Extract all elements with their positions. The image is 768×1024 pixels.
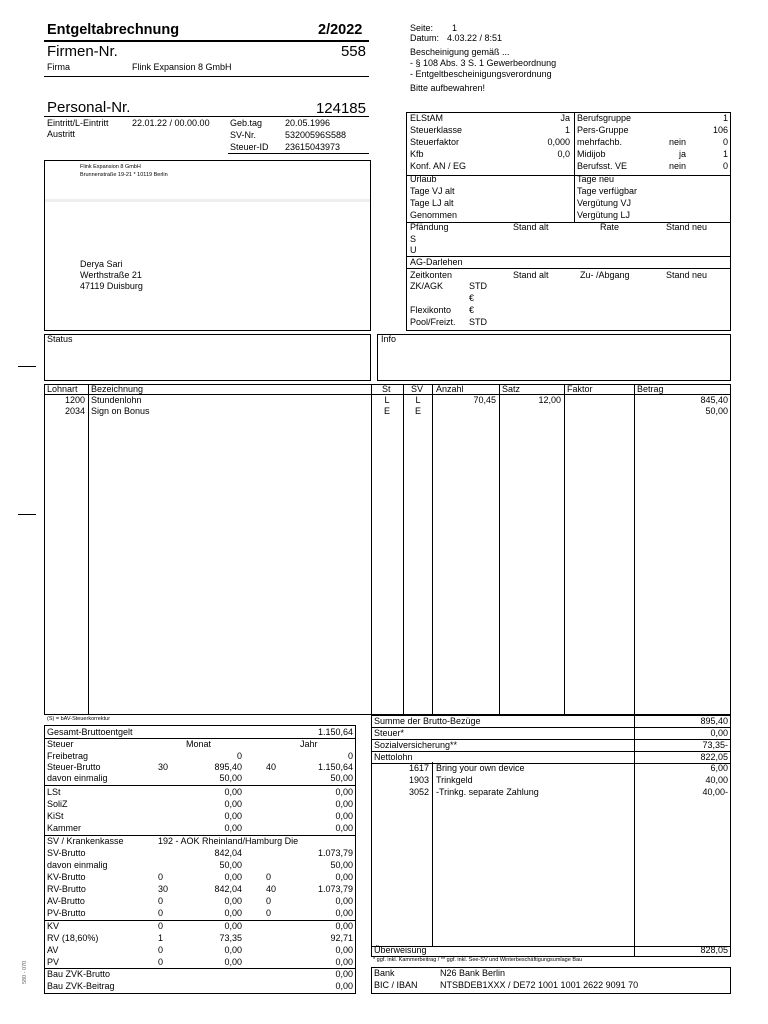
summary-label: Summe der Brutto-Bezüge (374, 716, 481, 726)
steuer-row-label: Freibetrag (47, 751, 89, 761)
elstam-value: 1 (564, 125, 570, 135)
lst-row-jahr: 0,00 (335, 811, 353, 821)
urlaub-right-label: Tage neu (577, 174, 615, 184)
pfaendung-rate: Rate (600, 222, 620, 232)
gebtag-label: Geb.tag (230, 118, 263, 128)
net-item-code: 1903 (408, 775, 429, 785)
header-rule (44, 40, 369, 42)
lohnart-st: E (383, 406, 390, 416)
sv-row-label: PV-Brutto (47, 908, 86, 918)
steuer-row-jahr: 1.150,64 (317, 762, 353, 772)
sv-row-label: AV-Brutto (47, 896, 85, 906)
urlaub-label: Urlaub (410, 174, 437, 184)
sv-row-tage-monat: 0 (158, 896, 164, 906)
window-strip (45, 199, 370, 202)
period: 2/2022 (318, 22, 363, 38)
beitrag-row-label: PV (47, 957, 60, 967)
lst-row-jahr: 0,00 (335, 787, 353, 797)
sv-row-tage-monat: 0 (158, 872, 164, 882)
lst-row-monat: 0,00 (224, 799, 242, 809)
bau-row-label: Bau ZVK-Beitrag (47, 981, 115, 991)
elstam-right-value: 1 (722, 113, 728, 123)
steuer-row-tage-jahr: 40 (266, 762, 277, 772)
personal-nr-label: Personal-Nr. (47, 99, 131, 116)
fold-mark-2 (18, 514, 36, 515)
steuerid-label: Steuer-ID (230, 142, 269, 152)
elstam-right-mid: ja (678, 149, 686, 159)
krankenkasse: 192 - AOK Rheinland/Hamburg Die (158, 836, 299, 846)
summary-label: Steuer* (374, 728, 405, 738)
beitrag-row-label: RV (18,60%) (47, 933, 99, 943)
zk-unit: € (469, 305, 475, 315)
col-rule (371, 384, 372, 715)
notice-line-3: - Entgeltbescheinigungsverordnung (410, 69, 552, 79)
sv-row-label: SV-Brutto (47, 848, 86, 858)
steuer-row-tage-monat: 30 (158, 762, 169, 772)
net-item-value: 40,00 (705, 775, 728, 785)
elstam-value: 0,000 (547, 137, 570, 147)
recipient-city: 47119 Duisburg (80, 281, 143, 291)
elstam-label: Kfb (410, 149, 424, 159)
pfaendung-label: Pfändung (410, 222, 449, 232)
pfaendung-stand-neu: Stand neu (666, 222, 708, 232)
steuer-row-label: davon einmalig (47, 773, 108, 783)
lst-row-jahr: 0,00 (335, 799, 353, 809)
sv-row-tage-jahr: 40 (266, 884, 277, 894)
beitrag-row-tage: 1 (158, 933, 164, 943)
col-sv: SV (411, 384, 424, 394)
bank-label: Bank (374, 968, 395, 978)
beitrag-row-label: KV (47, 921, 60, 931)
bav-note: (S) = bAV-Steuerkorrektur (47, 716, 111, 722)
net-item-code: 1617 (408, 763, 429, 773)
gebtag-value: 20.05.1996 (285, 118, 331, 128)
steuer-monat: Monat (186, 739, 212, 749)
sv-row-label: KV-Brutto (47, 872, 86, 882)
col-rule (634, 384, 635, 715)
steuerid-rule (228, 153, 369, 154)
lst-row-monat: 0,00 (224, 823, 242, 833)
steuerid-value: 23615043973 (285, 142, 341, 152)
zeitkonten-zu-abgang: Zu- /Abgang (580, 270, 630, 280)
summary-value: 895,40 (700, 716, 728, 726)
zk-label: Flexikonto (410, 305, 452, 315)
net-item-label: Bring your own device (436, 763, 525, 773)
bau-row-value: 0,00 (335, 981, 353, 991)
sv-row-monat: 0,00 (224, 896, 242, 906)
document-title: Entgeltabrechnung (47, 22, 180, 38)
elstam-label: Steuerklasse (410, 125, 463, 135)
net-item-label: Trinkgeld (436, 775, 473, 785)
beitrag-row-tage: 0 (158, 945, 164, 955)
lohnart-betrag: 845,40 (700, 395, 728, 405)
col-betrag: Betrag (637, 384, 664, 394)
beitrag-row-jahr: 0,00 (335, 945, 353, 955)
elstam-right-mid: nein (668, 161, 686, 171)
status-label: Status (47, 334, 73, 344)
elstam-divider (574, 112, 575, 175)
notice-line-1: Bescheinigung gemäß ... (410, 47, 510, 57)
col-rule (88, 384, 89, 715)
urlaub-right-label: Vergütung VJ (577, 198, 632, 208)
seite-value: 1 (452, 23, 458, 33)
net-item-label: -Trinkg. separate Zahlung (436, 787, 539, 797)
sv-row-jahr: 50,00 (330, 860, 353, 870)
summary-value: 0,00 (710, 728, 728, 738)
elstam-right-label: Berufsgruppe (577, 113, 632, 123)
steuer-row-monat: 0 (236, 751, 242, 761)
urlaub-right-label: Tage verfügbar (577, 186, 638, 196)
steuer-row-jahr: 0 (347, 751, 353, 761)
bau-row-label: Bau ZVK-Brutto (47, 969, 111, 979)
summary-label: Nettolohn (374, 752, 413, 762)
lst-row-label: SoliZ (47, 799, 68, 809)
pfaendung-u: U (410, 245, 417, 255)
sv-row-tage-jahr: 0 (266, 908, 272, 918)
footnote: * ggf. inkl. Kammerbeitrag / ** ggf. inkl. See-SV und Winterbeschäftigungsumlage Bau (373, 957, 583, 963)
rule (406, 268, 731, 269)
status-box (44, 334, 371, 381)
elstam-right-label: mehrfachb. (577, 137, 623, 147)
elstam-right-mid: nein (668, 137, 686, 147)
lohnart-code: 2034 (64, 406, 85, 416)
sv-row-label: davon einmalig (47, 860, 108, 870)
net-item-value: 40,00- (702, 787, 728, 797)
net-item-code: 3052 (408, 787, 429, 797)
zeitkonten-label: Zeitkonten (410, 270, 453, 280)
darlehen-label: AG-Darlehen (410, 257, 463, 267)
elstam-label: Konf. AN / EG (410, 161, 467, 171)
lst-row-monat: 0,00 (224, 811, 242, 821)
ueberweisung-label: Überweisung (374, 945, 427, 955)
beitrag-row-monat: 73,35 (219, 933, 242, 943)
zk-unit: STD (469, 281, 487, 291)
urlaub-label: Tage LJ alt (410, 198, 454, 208)
sv-row-tage-monat: 30 (158, 884, 169, 894)
sv-row-jahr: 1.073,79 (317, 848, 353, 858)
steuer-jahr: Jahr (300, 739, 318, 749)
elstam-label: ELStAM (410, 113, 444, 123)
col-lohnart: Lohnart (47, 384, 78, 394)
svnr-label: SV-Nr. (230, 130, 257, 140)
sv-label: SV / Krankenkasse (47, 836, 124, 846)
eintritt-label: Eintritt/L-Eintritt (47, 118, 109, 128)
beitrag-row-jahr: 0,00 (335, 957, 353, 967)
gesamt-value: 1.150,64 (317, 727, 353, 737)
col-satz: Satz (502, 384, 521, 394)
recipient-street: Werthstraße 21 (80, 270, 142, 280)
elstam-label: Steuerfaktor (410, 137, 460, 147)
bank-name: N26 Bank Berlin (440, 968, 506, 978)
gesamt-label: Gesamt-Bruttoentgelt (47, 727, 133, 737)
sv-row-monat: 0,00 (224, 872, 242, 882)
col-rule (403, 384, 404, 715)
seite-label: Seite: (410, 23, 434, 33)
beitrag-row-label: AV (47, 945, 59, 955)
elstam-right-value: 0 (722, 137, 728, 147)
net-item-value: 6,00 (710, 763, 728, 773)
urlaub-label: Genommen (410, 210, 458, 220)
lohnart-st: L (384, 395, 390, 405)
lohnart-code: 1200 (64, 395, 85, 405)
pfaendung-s: S (410, 234, 417, 244)
fold-mark-1 (18, 366, 36, 367)
bic-label: BIC / IBAN (374, 980, 418, 990)
beitrag-row-jahr: 0,00 (335, 921, 353, 931)
recipient-name: Derya Sari (80, 259, 123, 269)
steuer-row-monat: 50,00 (219, 773, 242, 783)
lst-row-jahr: 0,00 (335, 823, 353, 833)
col-rule (564, 384, 565, 715)
zk-label: Pool/Freizt. (410, 317, 456, 327)
zk-unit: STD (469, 317, 487, 327)
col-anzahl: Anzahl (436, 384, 464, 394)
elstam-right-label: Pers-Gruppe (577, 125, 629, 135)
sv-row-monat: 50,00 (219, 860, 242, 870)
sv-row-jahr: 0,00 (335, 872, 353, 882)
personal-nr-value: 124185 (315, 100, 366, 117)
lohnart-sv: E (414, 406, 421, 416)
steuer-row-label: Steuer-Brutto (47, 762, 101, 772)
sv-row-jahr: 0,00 (335, 896, 353, 906)
notice-line-2: - § 108 Abs. 3 S. 1 Gewerbeordnung (410, 58, 557, 68)
lohnart-bezeichnung: Stundenlohn (91, 395, 142, 405)
lohnarten-table (44, 384, 731, 715)
beitrag-row-tage: 0 (158, 957, 164, 967)
steuer-row-monat: 895,40 (214, 762, 242, 772)
sv-row-tage-monat: 0 (158, 908, 164, 918)
elstam-right-label: Berufsst. VE (577, 161, 628, 171)
elstam-value: Ja (560, 113, 570, 123)
austritt-label: Austritt (47, 129, 76, 139)
col-faktor: Faktor (567, 384, 593, 394)
beitrag-row-monat: 0,00 (224, 945, 242, 955)
firm-rule (44, 76, 369, 77)
summary-value: 73,35- (702, 740, 728, 750)
side-code: 580 - 070 (22, 960, 28, 984)
elstam-right-value: 0 (722, 161, 728, 171)
lst-row-label: Kammer (47, 823, 82, 833)
lohnart-betrag: 50,00 (705, 406, 728, 416)
address-box (44, 160, 371, 331)
beitrag-row-jahr: 92,71 (330, 933, 353, 943)
ueberweisung-value: 828,05 (700, 945, 728, 955)
lst-row-label: LSt (47, 787, 61, 797)
bic-iban: NTSBDEB1XXX / DE72 1001 1001 2622 9091 70 (440, 980, 639, 990)
rule (44, 785, 356, 786)
sender-name: Flink Expansion 8 GmbH (80, 164, 141, 170)
urlaub-divider (574, 175, 575, 222)
lohnart-satz: 12,00 (538, 395, 561, 405)
beitrag-row-monat: 0,00 (224, 921, 242, 931)
firmen-nr-label: Firmen-Nr. (47, 43, 118, 60)
datum-value: 4.03.22 / 8:51 (447, 33, 503, 43)
pfaendung-stand-alt: Stand alt (513, 222, 549, 232)
elstam-right-label: Midijob (577, 149, 606, 159)
beitrag-row-monat: 0,00 (224, 957, 242, 967)
sv-row-monat: 842,04 (214, 848, 242, 858)
sv-row-jahr: 0,00 (335, 908, 353, 918)
beitrag-row-tage: 0 (158, 921, 164, 931)
col-bezeichnung: Bezeichnung (91, 384, 144, 394)
firmen-nr-value: 558 (340, 43, 366, 60)
lst-row-monat: 0,00 (224, 787, 242, 797)
lohnart-sv: L (415, 395, 421, 405)
steuer-label: Steuer (47, 739, 74, 749)
zeitkonten-stand-alt: Stand alt (513, 270, 549, 280)
sv-row-monat: 0,00 (224, 908, 242, 918)
col-rule (499, 384, 500, 715)
rule (406, 175, 731, 176)
sv-row-monat: 842,04 (214, 884, 242, 894)
sv-row-label: RV-Brutto (47, 884, 86, 894)
personal-rule (44, 116, 369, 117)
datum-label: Datum: (410, 33, 440, 43)
lst-row-label: KiSt (47, 811, 64, 821)
elstam-right-value: 106 (712, 125, 728, 135)
bau-row-value: 0,00 (335, 969, 353, 979)
urlaub-label: Tage VJ alt (410, 186, 455, 196)
eintritt-value: 22.01.22 / 00.00.00 (132, 118, 210, 128)
urlaub-right-label: Vergütung LJ (577, 210, 631, 220)
firma-label: Firma (47, 62, 70, 72)
zeitkonten-stand-neu: Stand neu (666, 270, 708, 280)
zk-label: ZK/AGK (410, 281, 444, 291)
sv-row-tage-jahr: 0 (266, 872, 272, 882)
notice-line-4: Bitte aufbewahren! (410, 83, 486, 93)
col-st: St (382, 384, 391, 394)
summary-label: Sozialversicherung** (374, 740, 458, 750)
elstam-value: 0,0 (557, 149, 570, 159)
lohnart-bezeichnung: Sign on Bonus (91, 406, 150, 416)
sv-row-tage-jahr: 0 (266, 896, 272, 906)
col-rule (432, 384, 433, 715)
elstam-right-value: 1 (722, 149, 728, 159)
sender-street: Brunnenstraße 19-21 * 10119 Berlin (80, 172, 168, 178)
steuer-row-jahr: 50,00 (330, 773, 353, 783)
lohnart-anzahl: 70,45 (473, 395, 496, 405)
sv-row-jahr: 1.073,79 (317, 884, 353, 894)
item-col-rule (432, 762, 433, 946)
info-label: Info (381, 334, 397, 344)
info-box (377, 334, 731, 381)
summary-value: 822,05 (700, 752, 728, 762)
zk-unit: € (469, 293, 475, 303)
firma-name: Flink Expansion 8 GmbH (132, 62, 232, 72)
svnr-value: 53200596S588 (285, 130, 347, 140)
